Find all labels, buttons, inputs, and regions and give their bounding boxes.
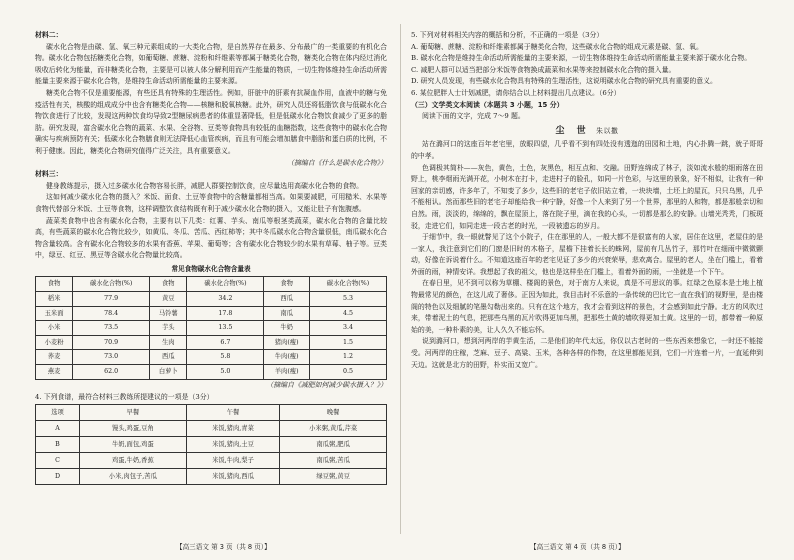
table-cell: 芋头 (150, 321, 187, 336)
essay-paragraph: 说到潞河口，想到河两岸的芋黄生活，二是他们的年代太远，你仅以古老时的一些东西来想象它，一时还不能接受。河两岸的庄稼，芝麻、豆子、高粱、玉米，各种各样的作物，在这里都能见到，它们一片连着一片，一直延伸到天边。这就是北方的田野，朴实而又宽广。 (411, 337, 763, 369)
table-header-cell: 食物 (264, 277, 310, 292)
table-cell: 62.0 (73, 365, 150, 380)
table-row (36, 335, 387, 350)
table-header-cell: 选项 (36, 404, 80, 420)
material-3-paragraph-2: 这如何减少碳水化合物的摄入？米饭、面食、土豆等食物中的含糖量都相当高。如果要减肥，可用糙米、水果等食物代替部分米饭、土豆等食物，这样调整饮食结构既有利于减少碳水化合物的摄入，又能让肚子有饱腹感。 (35, 193, 387, 213)
table-header-cell: 晚餐 (280, 404, 387, 420)
table-cell: 小米粥,黄瓜,芹菜 (280, 420, 387, 436)
meal-options-table (35, 404, 387, 485)
section-3-heading: （三）文学类文本阅读（本题共 3 小题，15 分） (411, 100, 564, 109)
table-row (36, 468, 387, 484)
table-cell: 小米,肉包子,苦瓜 (80, 468, 187, 484)
material-3-title: 材料三： (35, 170, 63, 179)
table-row (36, 436, 387, 452)
table-cell: 米饭,牛肉,梨子 (186, 452, 280, 468)
material-2-paragraph-1: 碳水化合物是由碳、氢、氧三种元素组成的一大类化合物，是自然界存在最多、分布最广的一类重要的有机化合物。碳水化合物包括糖类化合物，如葡萄糖、蔗糖、淀粉和纤维素等都属于糖类化合物，糖类化合物在体内经过消化吸收后转化为能量，而非糖类化合物，主要是可以被人体分解利用而产生能量的物质，一切生物体维持生命活动所需能量主要来源于碳水化合物，是维持生命活动所需能量的主要来源。 (35, 42, 387, 86)
table-cell: 羊肉(瘦) (264, 365, 310, 380)
essay-paragraph: 色调极其简朴——灰色，黄色，土色，灰黑色，相互点和、交融。田野连绵成了林子，淡如流水般的细雨落在田野上，桃李烟雨光满开花，小树木在打卡，走进村子的脸孔，如同一片色彩，与这里的景象，好不相似，让我有一种回家的亲切感，许多年了，不知变了多少，这些旧的老宅子依旧站立着，一块块墙，土坯上的屋瓦，只只乌黑，几乎不能相认。然而那些旧的老宅子却能给我一种宁静，好像一个人来到了另一个世界，那里的人和物，都是那般亲切和自然。雨，淡淡的，绵绵的，飘在屋顶上，落在院子里，滴在我的心头，一切都是那么的安静。山墙光秃秃，门板斑驳，走进它们，如同走进一段古老的时光，一段被遗忘的岁月。 (411, 163, 763, 230)
table-cell: 西瓜 (150, 350, 187, 365)
table-cell: 1.2 (309, 350, 386, 365)
table-cell: 玉米面 (36, 306, 73, 321)
table-header-row (36, 277, 387, 292)
table-cell: 4.5 (309, 306, 386, 321)
essay-title (411, 126, 763, 138)
table-header-cell: 午餐 (186, 404, 280, 420)
table-row (36, 452, 387, 468)
material-3-paragraph-3: 蔬菜类食物中也含有碳水化合物，主要有以下几类：红薯、芋头、南瓜等根茎类蔬菜，碳水化合物的含量比较高，有些蔬菜的碳水化合物比较少，如黄瓜、冬瓜、苦瓜、西红柿等；其中冬瓜碳水化合物含量很低，南瓜碳水化合物含量较高。含有碳水化合物较多的水果有香蕉、苹果、葡萄等；含有碳水化合物较少的水果有草莓、柚子等。豆类中，绿豆、红豆、黑豆等含碳水化合物量比较高。 (35, 216, 387, 260)
table-header-cell: 碳水化合物(%) (187, 277, 264, 292)
table-cell: 5.3 (309, 292, 386, 307)
table-cell: 6.7 (187, 335, 264, 350)
table-cell: 生肉 (150, 335, 187, 350)
material-3-source: （摘编自《减肥如何减少碳水摄入？》） (266, 380, 387, 389)
table-cell: 1.5 (309, 335, 386, 350)
section-3-intro: 阅读下面的文字，完成 7～9 题。 (422, 112, 525, 121)
table-cell: 3.4 (309, 321, 386, 336)
table-cell: 西瓜 (264, 292, 310, 307)
table-row (36, 350, 387, 365)
table-cell: 牛奶 (264, 321, 310, 336)
carb-table-caption: 常见食物碳水化合物含量表 (171, 264, 251, 273)
essay-paragraph: 在春日里，见不到可以称为草棚、楼阁的景色，对于南方人来说，真是不可思议的事。红绿之色原本是土地上植物最常见的颜色，在这儿成了奢侈。正因为如此，我目击时不乐意的一条传统的巴比它一直在我们的视野里，是由楼阁的特色以及细腻的笔墨勾勒出来的。只有在这个地方，我才会看到这样的景色，才会感到如此宁静。北方的风吹过来，带着泥土的气息，把那些乌黑的瓦片吹得更加乌黑，把那些土黄的墙吹得更加土黄。这里的一切，都带着一种原始的美，一种朴素的美，让人久久不能忘怀。 (411, 279, 763, 334)
material-2-source: （摘编自《什么是碳水化合物》） (287, 158, 387, 167)
table-cell: 米饭,猪肉,青菜 (186, 420, 280, 436)
table-cell: 南瓜粥,苦瓜 (280, 452, 387, 468)
table-cell: 小米 (36, 321, 73, 336)
table-cell: 馒头,鸡蛋,豆角 (80, 420, 187, 436)
table-cell: 5.0 (187, 365, 264, 380)
essay-paragraph: 于细节中，我一眼就瞥见了这个小院子，住在那里的人，一般大都不是很富有的人家，居住在这里，老屋住的是一家人，我注意到它们的门窗是旧时的木格子，屋檐下挂着长长的蛛网，屋前有几丛竹子，那竹叶在细雨中微微颤动，好像在诉说着什么。不知道这座百年的老宅见证了多少的兴衰荣辱，悲欢离合。屋里的老人，坐在门槛上，看着外面的雨，神情安详。我想起了我的祖父，他也是这样坐在门槛上，看着外面的雨，一坐就是一个下午。 (411, 233, 763, 276)
table-cell: D (36, 468, 80, 484)
material-2-paragraph-2: 糖类化合物不仅是重要能源，有些还具有特殊的生理活性。例如，肝脏中的肝素有抗凝血作用，血液中的糖与免疫活性有关，核酸的组成成分中也含有糖类化合物——核糖和脱氧核糖。此外，研究人员还将低脂饮食与低碳水化合物饮食进行了比较，发现这两种饮食均导致2型糖尿病患者的体重显著降低，但是低碳水化合物饮食减少了更多的脂肪。研究发现，富含碳水化合物的蔬菜、水果、全谷物、豆类等食物具有较低的血糖指数，这些食物中的碳水化合物确实与疾病预防有关；低碳水化合物膳食则无法降低心血管疾病，而且有可能会增加膳食中脂肪和蛋白质的比例，不利于健康。因此，糖类化合物研究值得广泛关注，具有重要意义。 (35, 88, 387, 155)
question-4: 4. 下列食谱，最符合材料三教练所提建议的一项是（3分） (35, 393, 214, 402)
carb-content-table (35, 276, 387, 379)
table-cell: 白萝卜 (150, 365, 187, 380)
material-3-paragraph-1: 健身教练提示，摄入过多碳水化合物容易长胖，减肥人群要控制饮食，应尽量选用高碳水化合物的食物。 (46, 181, 363, 190)
table-cell: 17.8 (187, 306, 264, 321)
table-row (36, 420, 387, 436)
table-cell: 0.5 (309, 365, 386, 380)
table-cell: 黄豆 (150, 292, 187, 307)
page-footer-right: 【高三语文 第 4 页（共 8 页）】 (530, 543, 625, 551)
page-divider (400, 24, 401, 534)
table-row (36, 321, 387, 336)
table-cell: 燕麦 (36, 365, 73, 380)
table-cell: 南瓜 (264, 306, 310, 321)
table-cell: 77.9 (73, 292, 150, 307)
table-cell: C (36, 452, 80, 468)
table-cell: A (36, 420, 80, 436)
table-cell: 南瓜粥,肥瓜 (280, 436, 387, 452)
table-cell: 78.4 (73, 306, 150, 321)
left-page (35, 30, 387, 485)
question-5-option-c: C. 减肥人群可以适当把部分米饭等食物换成蔬菜和水果等来控制碳水化合物的摄入量。 (411, 65, 676, 74)
question-5-option-a: A. 葡萄糖、蔗糖、淀粉和纤维素都属于糖类化合物，这些碳水化合物的组成元素是碳、氢、氧。 (411, 42, 703, 51)
table-row (36, 306, 387, 321)
table-cell: 牛奶,面包,鸡蛋 (80, 436, 187, 452)
table-header-row (36, 404, 387, 420)
right-page (411, 30, 763, 371)
question-6: 6. 某位肥胖人士计划减肥，请你结合以上材料提出几点建议。（6分） (411, 88, 621, 97)
table-cell: 34.2 (187, 292, 264, 307)
essay-author: 朱以撒 (596, 126, 619, 135)
table-header-cell: 食物 (36, 277, 73, 292)
table-cell: 猪肉(瘦) (264, 335, 310, 350)
table-cell: 70.9 (73, 335, 150, 350)
essay-title-text: 尘 世 (555, 125, 591, 136)
table-cell: 牛肉(瘦) (264, 350, 310, 365)
table-cell: 稻米 (36, 292, 73, 307)
table-cell: 73.0 (73, 350, 150, 365)
table-cell: 小麦粉 (36, 335, 73, 350)
question-5-option-d: D. 研究人员发现，有些碳水化合物具有特殊的生理活性，这说明碳水化合物的研究具有重要的意义。 (411, 77, 717, 86)
table-cell: 绿豆粥,黄豆 (280, 468, 387, 484)
table-cell: 马铃薯 (150, 306, 187, 321)
essay-paragraph: 站在潞河口的这座百年老宅里，放眼四望，几乎看不到有四处没有透迤的田园和土地，内心扑腾一跳，就子哥哥的中孝。 (411, 140, 763, 160)
table-cell: B (36, 436, 80, 452)
table-cell: 荞麦 (36, 350, 73, 365)
material-2-title: 材料二： (35, 31, 63, 39)
page-footer-left: 【高三语文 第 3 页（共 8 页）】 (176, 543, 271, 551)
question-5-option-b: B. 碳水化合物是维持生命活动所需能量的主要来源，一切生物体维持生命活动所需能量主要来源于碳水化合物。 (411, 54, 752, 63)
table-cell: 米饭,猪肉,西瓜 (186, 468, 280, 484)
table-cell: 73.5 (73, 321, 150, 336)
table-cell: 5.8 (187, 350, 264, 365)
table-header-cell: 食物 (150, 277, 187, 292)
table-header-cell: 碳水化合物(%) (309, 277, 386, 292)
table-header-cell: 碳水化合物(%) (73, 277, 150, 292)
table-cell: 米饭,猪肉,土豆 (186, 436, 280, 452)
table-row (36, 365, 387, 380)
table-cell: 13.5 (187, 321, 264, 336)
table-row (36, 292, 387, 307)
table-cell: 鸡蛋,牛奶,香蕉 (80, 452, 187, 468)
question-5: 5. 下列对材料相关内容的概括和分析，不正确的一项是（3分） (411, 31, 604, 39)
table-header-cell: 早餐 (80, 404, 187, 420)
